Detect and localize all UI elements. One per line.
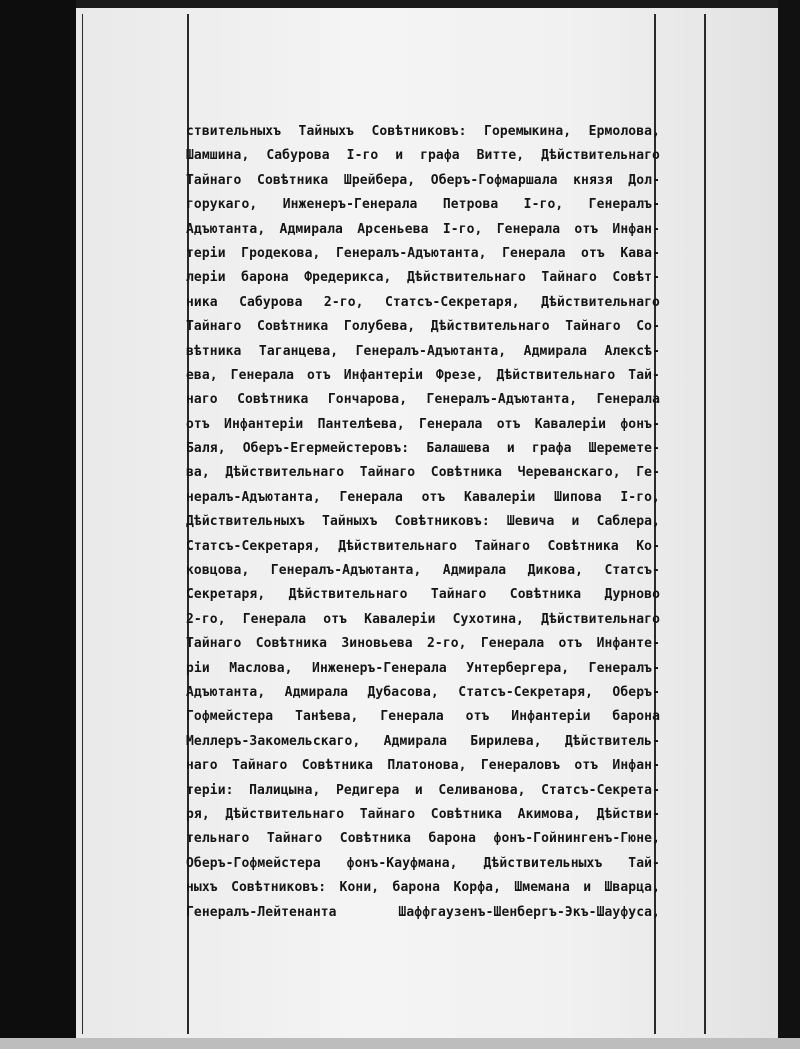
- text-line: Тайнаго Совѣтника Зиновьева 2-го, Генерала отъ Инфанте-: [186, 636, 660, 652]
- text-line: Статсъ-Секретаря, Дѣйствительнаго Тайнаго Совѣтника Ко-: [186, 538, 660, 554]
- text-line: Оберъ-Гофмейстера фонъ-Кауфмана, Дѣйствительныхъ Тай-: [186, 855, 660, 871]
- text-line: теріи Гродекова, Генералъ-Адъютанта, Генерала отъ Кава-: [186, 245, 660, 261]
- text-line: наго Совѣтника Гончарова, Генералъ-Адъютанта, Генерала: [186, 392, 660, 408]
- text-line: ва, Дѣйствительнаго Тайнаго Совѣтника Череванскаго, Ге-: [186, 465, 660, 481]
- text-line: Генералъ-Лейтенанта Шаффгаузенъ-Шенбергъ-Экъ-Шауфуса,: [186, 904, 660, 920]
- text-line: Адъютанта, Адмирала Дубасова, Статсъ-Секретаря, Оберъ-: [186, 684, 660, 700]
- text-line: горукаго, Инженеръ-Генерала Петрова I-го, Генералъ-: [186, 197, 660, 213]
- text-line: наго Тайнаго Совѣтника Платонова, Генераловъ отъ Инфан-: [186, 758, 660, 774]
- right-margin-rule-outer: [704, 14, 706, 1034]
- text-line: Баля, Оберъ-Егермейстеровъ: Балашева и графа Шеремете-: [186, 441, 660, 457]
- text-line: Тайнаго Совѣтника Шрейбера, Оберъ-Гофмаршала князя Дол-: [186, 172, 660, 188]
- text-line: вѣтника Таганцева, Генералъ-Адъютанта, Адмирала Алексѣ-: [186, 343, 660, 359]
- text-line: леріи барона Фредерикса, Дѣйствительнаго Тайнаго Совѣт-: [186, 270, 660, 286]
- text-line: Меллеръ-Закомельскаго, Адмирала Бирилева, Дѣйствитель-: [186, 733, 660, 749]
- text-line: Шамшина, Сабурова I-го и графа Витте, Дѣйствительнаго: [186, 148, 660, 164]
- text-line: тельнаго Тайнаго Совѣтника барона фонъ-Гойнингенъ-Гюне,: [186, 831, 660, 847]
- text-line: Секретаря, Дѣйствительнаго Тайнаго Совѣтника Дурново: [186, 587, 660, 603]
- text-line: ника Сабурова 2-го, Статсъ-Секретаря, Дѣйствительнаго: [186, 294, 660, 310]
- text-line: ковцова, Генералъ-Адъютанта, Адмирала Дикова, Статсъ-: [186, 563, 660, 579]
- text-line: Гофмейстера Танѣева, Генерала отъ Инфантеріи барона: [186, 709, 660, 725]
- text-line: ря, Дѣйствительнаго Тайнаго Совѣтника Акимова, Дѣйстви-: [186, 806, 660, 822]
- text-line: Адъютанта, Адмирала Арсеньева I-го, Генерала отъ Инфан-: [186, 221, 660, 237]
- text-line: ева, Генерала отъ Инфантеріи Фрезе, Дѣйствительнаго Тай-: [186, 367, 660, 383]
- film-edge-left: [0, 0, 76, 1049]
- text-line: Тайнаго Совѣтника Голубева, Дѣйствительнаго Тайнаго Со-: [186, 319, 660, 335]
- text-line: отъ Инфантеріи Пантелѣева, Генерала отъ Кавалеріи фонъ-: [186, 416, 660, 432]
- text-line: Дѣйствительныхъ Тайныхъ Совѣтниковъ: Шевича и Саблера,: [186, 514, 660, 530]
- film-edge-right: [778, 0, 800, 1049]
- left-margin-rule-outer: [82, 14, 83, 1034]
- text-line: ныхъ Совѣтниковъ: Кони, барона Корфа, Шмемана и Шварца,: [186, 880, 660, 896]
- film-bottom-strip: [0, 1038, 800, 1049]
- text-line: 2-го, Генерала отъ Кавалеріи Сухотина, Дѣйствительнаго: [186, 611, 660, 627]
- text-line: теріи: Палицына, Редигера и Селиванова, Статсъ-Секрета-: [186, 782, 660, 798]
- text-line: нералъ-Адъютанта, Генерала отъ Кавалеріи Шипова I-го,: [186, 489, 660, 505]
- document-text: [186, 120, 660, 925]
- text-line: ріи Маслова, Инженеръ-Генерала Унтербергера, Генералъ-: [186, 660, 660, 676]
- text-line: ствительныхъ Тайныхъ Совѣтниковъ: Горемыкина, Ермолова,: [186, 124, 660, 139]
